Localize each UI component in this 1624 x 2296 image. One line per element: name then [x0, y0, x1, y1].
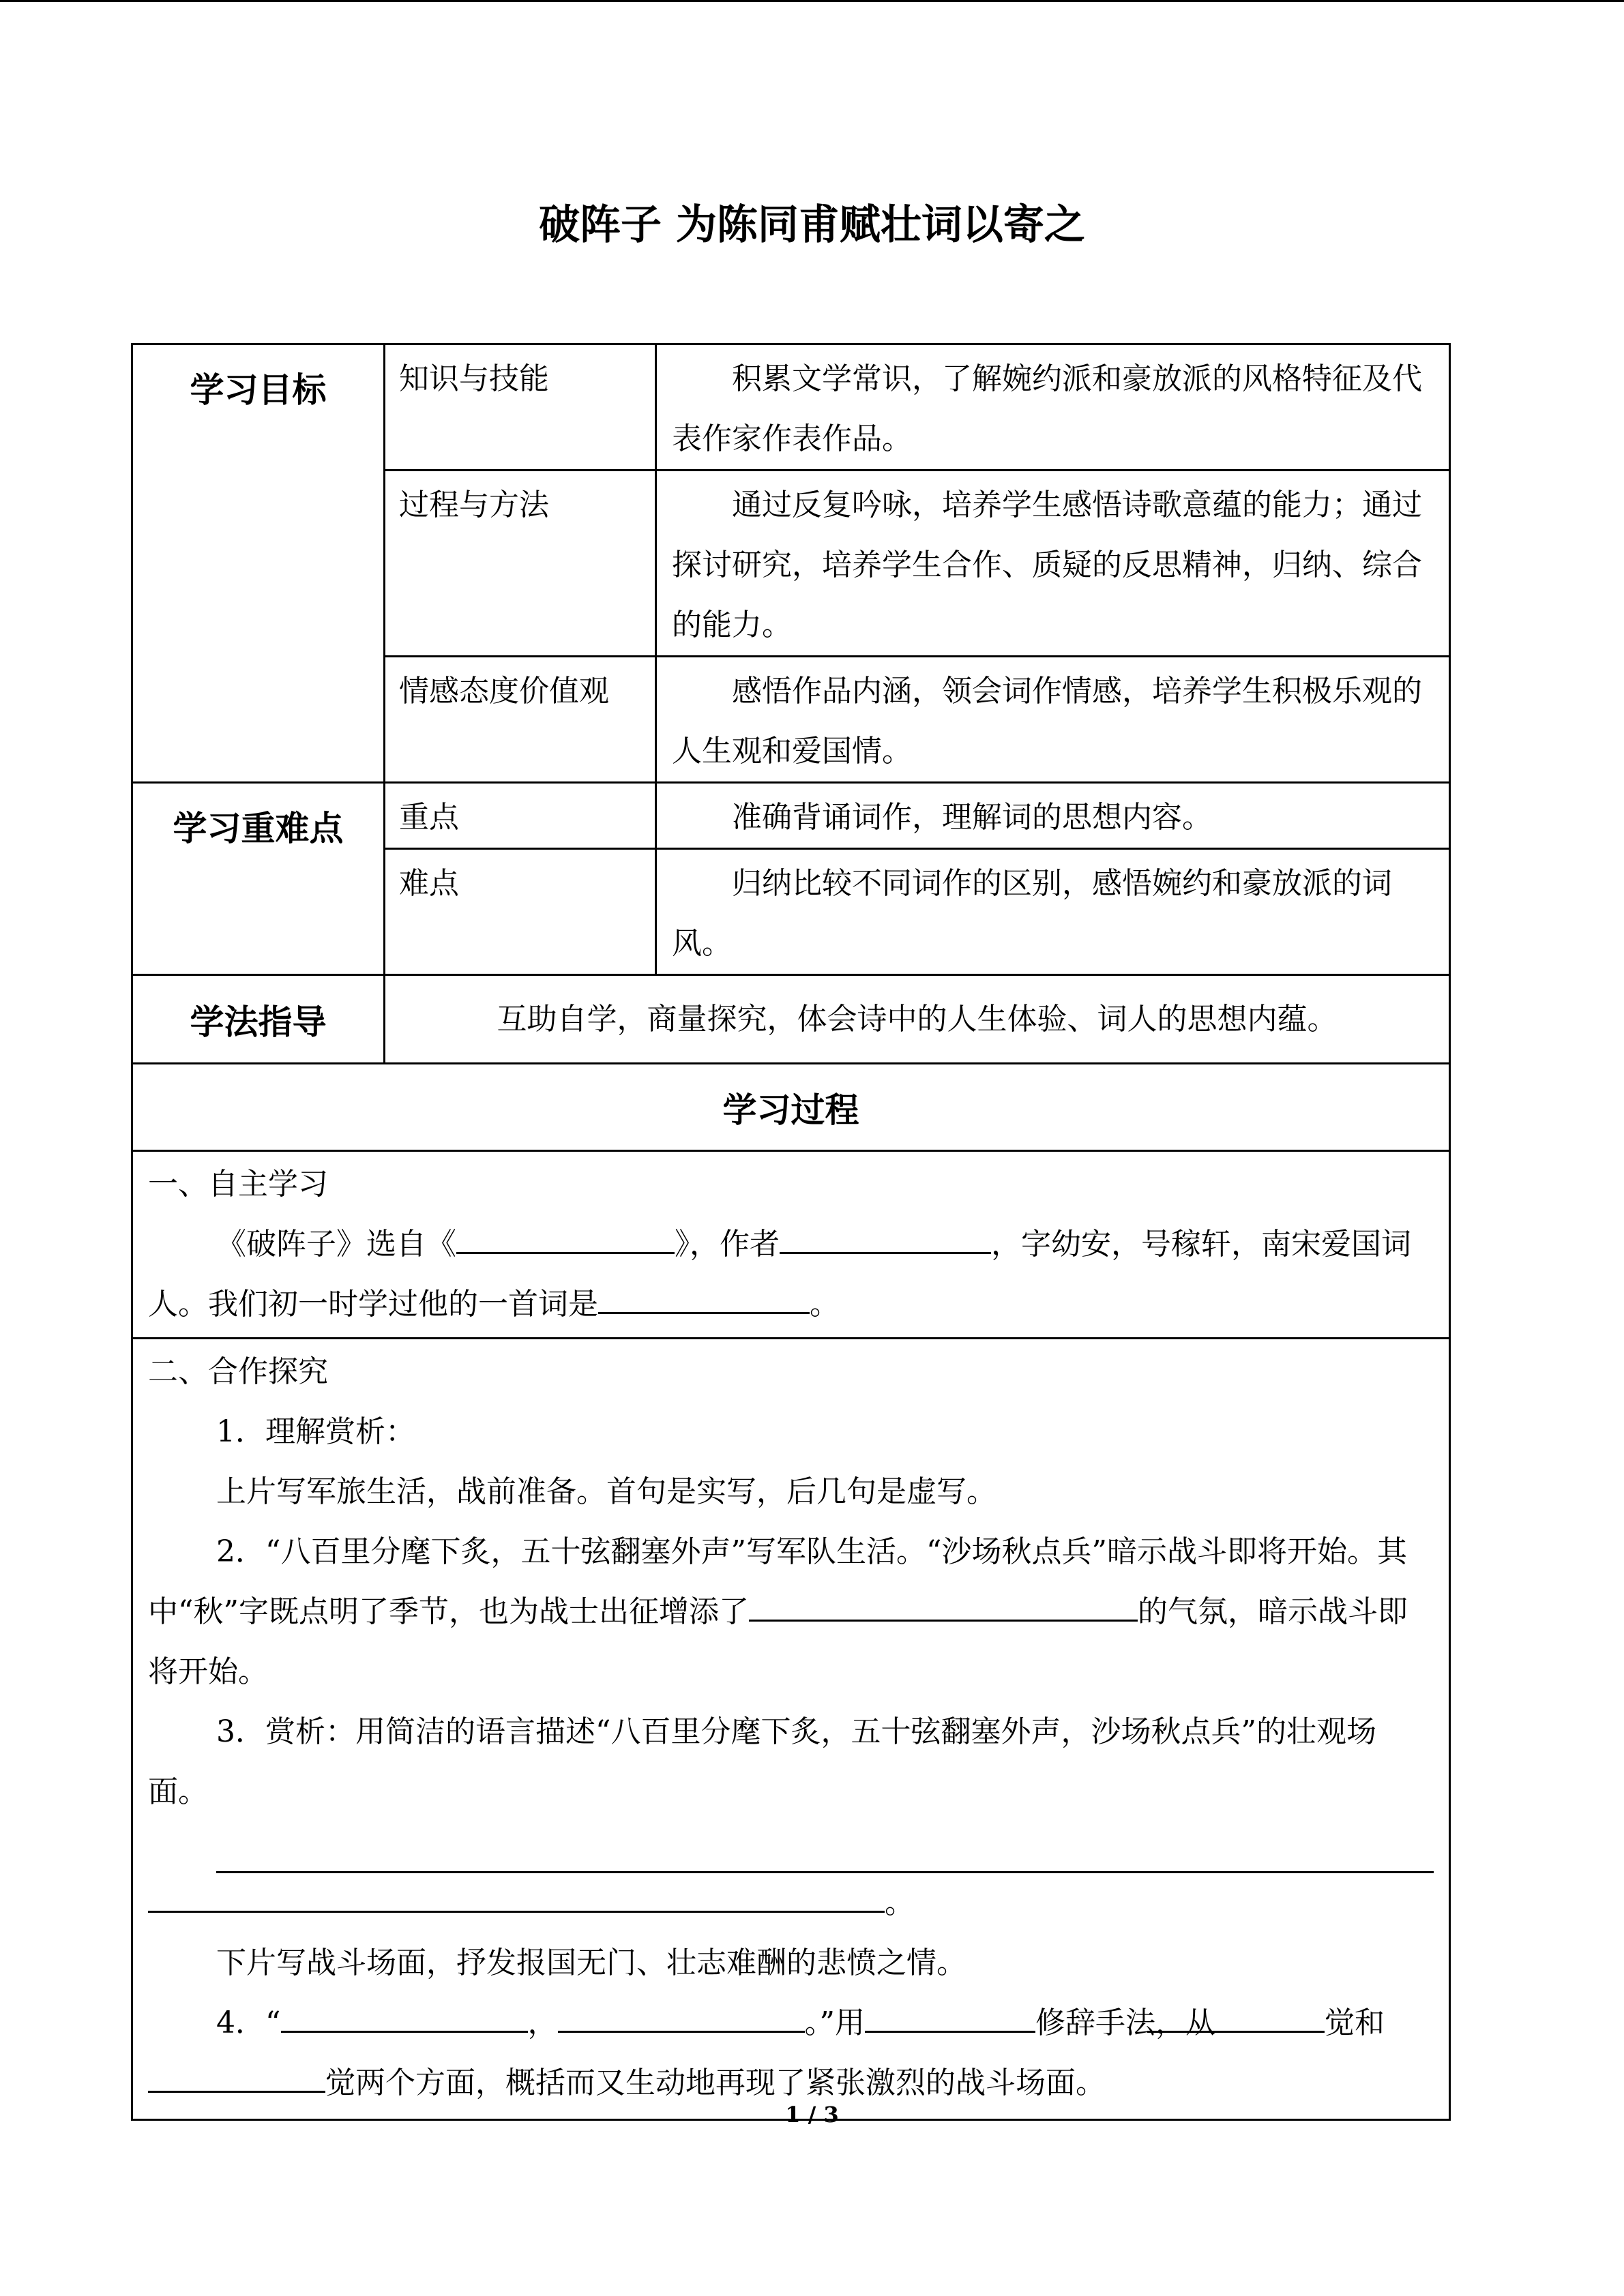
self-study-section	[132, 1151, 1450, 1339]
process-title: 学习过程	[132, 1064, 1450, 1151]
self-study-text-b: 》，作者	[675, 1227, 780, 1262]
self-study-text-d: 。	[810, 1287, 840, 1322]
method-row	[132, 975, 1450, 1064]
blank-rhetoric[interactable]	[865, 1995, 1035, 2033]
item-4	[148, 1993, 1434, 2113]
item-2	[148, 1522, 1434, 1702]
process-title-row	[132, 1064, 1450, 1151]
lower-stanza-note: 下片写战斗场面，抒发报国无门、壮志难酬的悲愤之情。	[216, 1945, 966, 1980]
self-study-row	[132, 1151, 1450, 1339]
blank-sense-1[interactable]	[1147, 1995, 1325, 2033]
self-study-text-a: 《破阵子》选自《	[216, 1227, 456, 1262]
self-study-heading: 一、自主学习	[148, 1167, 328, 1202]
goal-label-process: 过程与方法	[385, 471, 656, 657]
answer-line-1[interactable]	[216, 1822, 1434, 1873]
item-4-text-b: ，	[527, 2006, 558, 2040]
item-4-text-a: 4．“	[216, 2006, 281, 2040]
blank-verse-1[interactable]	[281, 1995, 528, 2033]
self-study-text-c: ，字幼安，号稼轩，南宋爱国词人。我们初一时学过他的一首词是	[148, 1227, 1411, 1322]
blank-previous-poem[interactable]	[598, 1277, 810, 1314]
difficulty-row-key	[132, 783, 1450, 849]
goal-label-emotion: 情感态度价值观	[385, 657, 656, 783]
top-border-line	[0, 0, 1624, 2]
goal-row-knowledge	[132, 344, 1450, 471]
item-3-end: 。	[885, 1885, 915, 1920]
cooperation-heading: 二、合作探究	[148, 1354, 328, 1389]
item-3-answer-line-2	[148, 1873, 1434, 1933]
page-title: 破阵子 为陈同甫赋壮词以寄之	[539, 201, 1085, 249]
answer-line-2[interactable]	[148, 1875, 885, 1913]
difficulties-header: 学习重难点	[132, 783, 385, 975]
cooperation-section	[132, 1339, 1450, 2120]
difficulty-text-hard: 归纳比较不同词作的区别，感悟婉约和豪放派的词风。	[656, 849, 1450, 975]
difficulty-label-key: 重点	[385, 783, 656, 849]
goal-text-process: 通过反复吟咏，培养学生感悟诗歌意蕴的能力；通过探讨研究，培养学生合作、质疑的反思精神，归纳、综合的能力。	[656, 471, 1450, 657]
worksheet-table	[131, 343, 1451, 2121]
blank-verse-2[interactable]	[558, 1995, 805, 2033]
blank-source-book[interactable]	[456, 1217, 675, 1254]
method-header: 学法指导	[132, 975, 385, 1064]
item-2-text-a: 2．“八百里分麾下炙，五十弦翻塞外声”写军队生活。“沙场秋点兵”暗示战斗即将开始。其中“秋”字既点明了季节，也为战士出征增添了	[148, 1534, 1407, 1629]
item-2-text-b: 的气氛，暗示战斗即将开始。	[148, 1594, 1408, 1689]
item-4-text-c: 。”用	[804, 2006, 865, 2040]
goals-header: 学习目标	[132, 344, 385, 783]
item-4-text-d: 修辞手法，从	[1035, 2006, 1215, 2040]
item-4-text-f: 觉两个方面，概括而又生动地再现了紧张激烈的战斗场面。	[325, 2066, 1106, 2100]
goal-text-knowledge: 积累文学常识，了解婉约派和豪放派的风格特征及代表作家作表作品。	[656, 344, 1450, 471]
cooperation-row	[132, 1339, 1450, 2120]
difficulty-text-key: 准确背诵词作，理解词的思想内容。	[656, 783, 1450, 849]
method-text: 互助自学，商量探究，体会诗中的人生体验、词人的思想内蕴。	[385, 975, 1450, 1064]
page-number: 1 / 3	[785, 2102, 839, 2128]
goal-text-emotion: 感悟作品内涵，领会词作情感，培养学生积极乐观的人生观和爱国情。	[656, 657, 1450, 783]
blank-sense-2[interactable]	[148, 2055, 325, 2093]
item-3: 3．赏析：用简洁的语言描述“八百里分麾下炙，五十弦翻塞外声，沙场秋点兵”的壮观场面。	[148, 1714, 1376, 1809]
goal-label-knowledge: 知识与技能	[385, 344, 656, 471]
blank-author[interactable]	[780, 1217, 991, 1254]
item-1: 1．理解赏析：	[216, 1414, 415, 1449]
upper-stanza-note: 上片写军旅生活，战前准备。首句是实写，后几句是虚写。	[216, 1474, 996, 1509]
blank-atmosphere[interactable]	[749, 1584, 1138, 1622]
item-4-text-e: 觉和	[1325, 2006, 1385, 2040]
difficulty-label-hard: 难点	[385, 849, 656, 975]
self-study-paragraph	[148, 1214, 1434, 1335]
